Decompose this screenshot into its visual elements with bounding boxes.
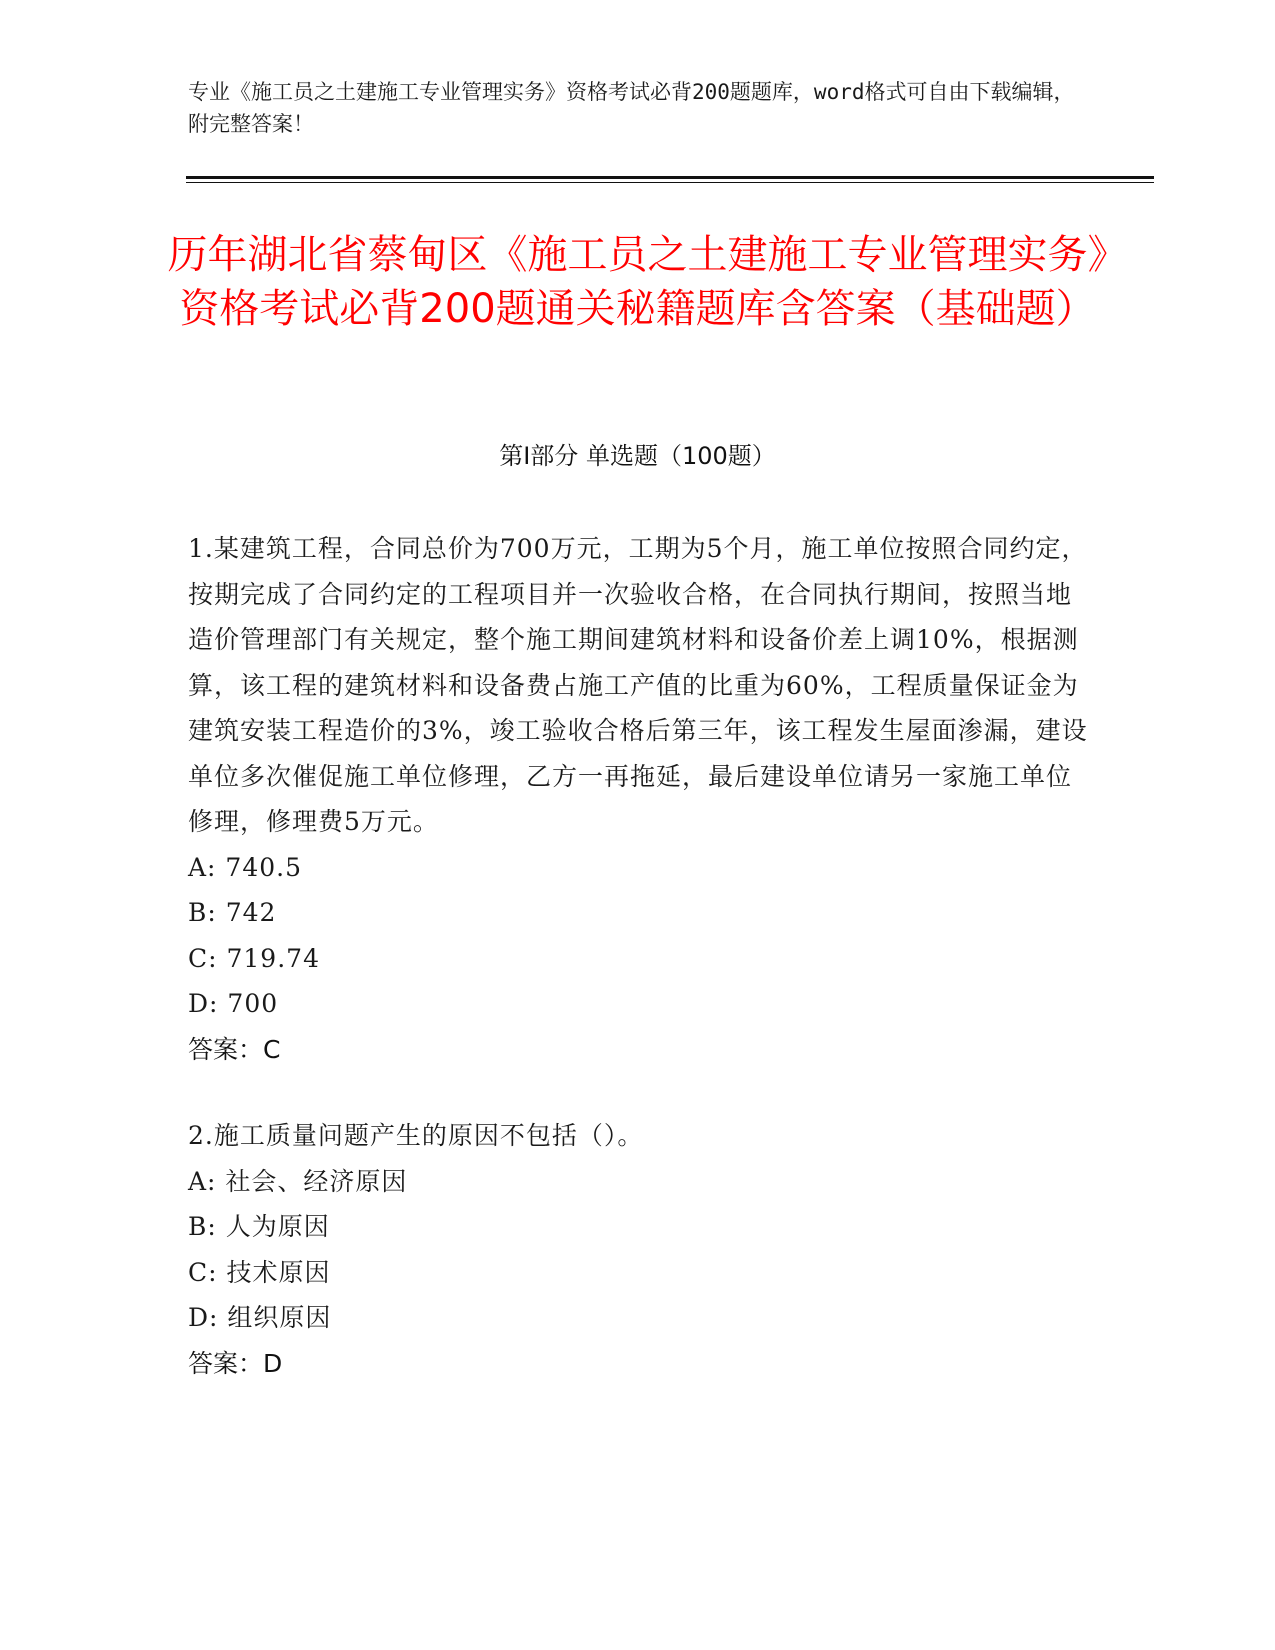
option-d: D: 700 [188, 989, 279, 1018]
question-stem: 2.施工质量问题产生的原因不包括（）。 [188, 1121, 644, 1150]
answer: 答案：D [188, 1348, 283, 1378]
document-title: 历年湖北省蔡甸区《施工员之土建施工专业管理实务》资格考试必背200题通关秘籍题库含答案（基础题） [167, 232, 1108, 332]
header-divider-thin [186, 182, 1154, 183]
question-list [188, 526, 1088, 1386]
option-d: D: 组织原因 [188, 1303, 332, 1332]
header-note: 专业《施工员之土建施工专业管理实务》资格考试必背200题题库，word格式可自由下载编辑，附完整答案！ [188, 80, 1075, 136]
header-divider-thick [186, 176, 1154, 179]
option-c: C: 719.74 [188, 943, 320, 973]
question-item [188, 1113, 1088, 1386]
question-stem: 1.某建筑工程，合同总价为700万元，工期为5个月，施工单位按照合同约定，按期完成了合同约定的工程项目并一次验收合格，在合同执行期间，按照当地造价管理部门有关规定，整个施工期间建筑材料和设备价差上调10%，根据测算，该工程的建筑材料和设备费占施工产值的比重为60%，工程质量保证金为建筑安装工程造价的3%，竣工验收合格后第三年，该工程发生屋面渗漏，建设单位多次催促施工单位修理，乙方一再拖延，最后建设单位请另一家施工单位修理，修理费5万元。 [188, 534, 1088, 836]
section-heading: 第Ⅰ部分 单选题（100题） [499, 442, 776, 470]
option-a: A: 社会、经济原因 [188, 1166, 408, 1196]
question-item [188, 526, 1088, 1072]
option-c: C: 技术原因 [188, 1257, 331, 1287]
option-b: B: 人为原因 [188, 1212, 330, 1241]
answer: 答案：C [188, 1034, 281, 1064]
option-a: A: 740.5 [188, 852, 302, 882]
option-b: B: 742 [188, 898, 277, 927]
